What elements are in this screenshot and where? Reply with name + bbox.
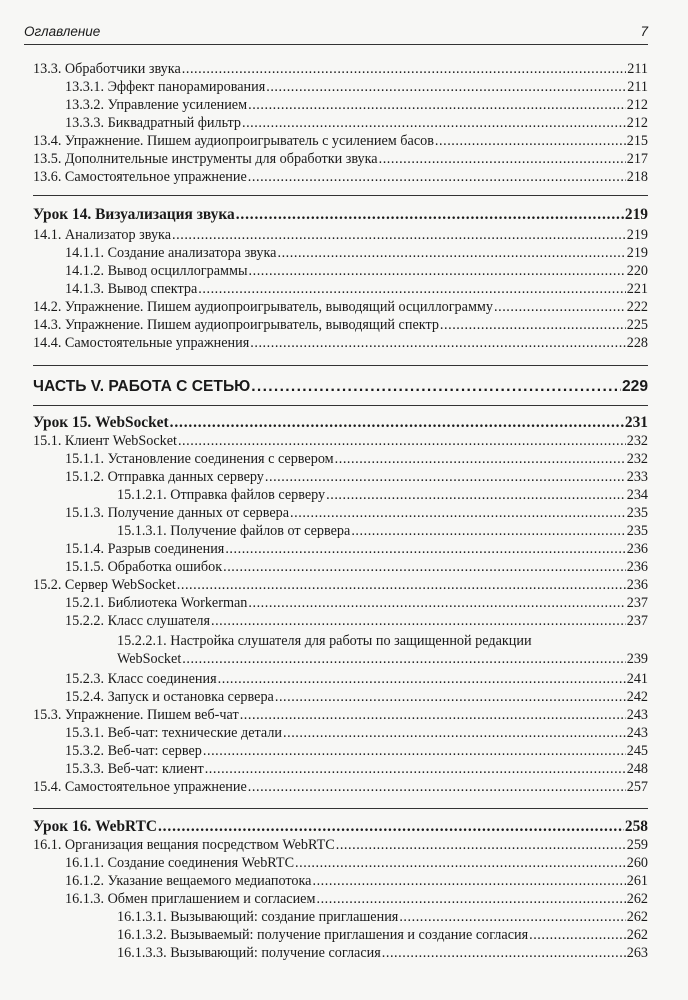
toc-entry: 15.2.3. Класс соединения . . . 241 (65, 670, 648, 688)
toc-entry: 14.1.1. Создание анализатора звука . . . 219 (65, 244, 648, 262)
section-divider (33, 808, 648, 809)
toc-entry: 16.1. Организация вещания посредством WebRTC . . . 259 (33, 836, 648, 854)
toc-entry: 15.1.1. Установление соединения с сервером . . . 232 (65, 450, 648, 468)
toc-entry: 14.1.2. Вывод осциллограммы . . . 220 (65, 262, 648, 280)
toc-entry: 16.1.3. Обмен приглашением и согласием . . . 262 (65, 890, 648, 908)
toc-entry: 14.1. Анализатор звука . . . 219 (33, 226, 648, 244)
toc-entry: 13.3.2. Управление усилением . . . 212 (65, 96, 648, 114)
toc-entry: 16.1.3.3. Вызывающий: получение согласия . . . 263 (117, 944, 648, 962)
toc-lesson-entry: Урок 15. WebSocket . . . 231 (33, 414, 648, 432)
toc-entry: 15.3.3. Веб-чат: клиент . . . 248 (65, 760, 648, 778)
toc-entry-text: 15.2.2.1. Настройка слушателя для работы по защищенной редакции (117, 633, 532, 649)
toc-lesson-entry: Урок 16. WebRTC . . . 258 (33, 818, 648, 836)
toc-entry: 14.2. Упражнение. Пишем аудиопроигрыватель, выводящий осциллограмму . . . 222 (33, 298, 648, 316)
toc-entry: 15.1.3.1. Получение файлов от сервера . . . 235 (117, 522, 648, 540)
toc-entry: 16.1.1. Создание соединения WebRTC . . . 260 (65, 854, 648, 872)
toc-entry: 13.5. Дополнительные инструменты для обработки звука . . . 217 (33, 150, 648, 168)
toc-entry: 16.1.3.1. Вызывающий: создание приглашения . . . 262 (117, 908, 648, 926)
toc-entry: 15.1.4. Разрыв соединения . . . 236 (65, 540, 648, 558)
toc-entry: 15.1.3. Получение данных от сервера . . . 235 (65, 504, 648, 522)
toc-entry: 13.3.1. Эффект панорамирования . . . 211 (65, 78, 648, 96)
toc-entry: 13.4. Упражнение. Пишем аудиопроигрыватель с усилением басов . . . 215 (33, 132, 648, 150)
toc-entry: 14.3. Упражнение. Пишем аудиопроигрыватель, выводящий спектр . . . 225 (33, 316, 648, 334)
toc-entry-continuation: WebSocket . . . 239 (117, 650, 648, 668)
toc-entry: 15.2.2. Класс слушателя . . . 237 (65, 612, 648, 630)
toc-entry: 13.3. Обработчики звука . . . 211 (33, 60, 648, 78)
section-divider (33, 365, 648, 366)
toc-entry: 15.2.1. Библиотека Workerman . . . 237 (65, 594, 648, 612)
toc-entry: 15.3.1. Веб-чат: технические детали . . . 243 (65, 724, 648, 742)
toc-entry: 15.2. Сервер WebSocket . . . 236 (33, 576, 648, 594)
toc-lesson-entry: Урок 14. Визуализация звука . . . 219 (33, 206, 648, 224)
toc-entry: 15.1.2.1. Отправка файлов серверу . . . 234 (117, 486, 648, 504)
header-page-number: 7 (640, 24, 648, 39)
section-divider (33, 195, 648, 196)
toc-entry: 16.1.2. Указание вещаемого медиапотока . . . 261 (65, 872, 648, 890)
toc-entry: 15.1.2. Отправка данных серверу . . . 233 (65, 468, 648, 486)
toc-entry: 15.1.5. Обработка ошибок . . . 236 (65, 558, 648, 576)
toc-entry: 13.3.3. Биквадратный фильтр . . . 212 (65, 114, 648, 132)
toc-entry: 14.1.3. Вывод спектра . . . 221 (65, 280, 648, 298)
toc-entry: 15.2.4. Запуск и остановка сервера . . . 242 (65, 688, 648, 706)
toc-entry: 13.6. Самостоятельное упражнение . . . 218 (33, 168, 648, 186)
toc-entry: 15.1. Клиент WebSocket . . . 232 (33, 432, 648, 450)
toc-entry: 15.3.2. Веб-чат: сервер . . . 245 (65, 742, 648, 760)
section-divider (33, 405, 648, 406)
header-title: Оглавление (24, 24, 101, 39)
toc-entry: 14.4. Самостоятельные упражнения . . . 228 (33, 334, 648, 352)
toc-entry: 16.1.3.2. Вызываемый: получение приглашения и создание согласия . . . 262 (117, 926, 648, 944)
toc-entry: 15.4. Самостоятельное упражнение . . . 257 (33, 778, 648, 796)
running-header (24, 22, 648, 45)
toc-part-entry: ЧАСТЬ V. РАБОТА С СЕТЬЮ . . . 229 (33, 378, 648, 396)
toc-entry: 15.3. Упражнение. Пишем веб-чат . . . 243 (33, 706, 648, 724)
